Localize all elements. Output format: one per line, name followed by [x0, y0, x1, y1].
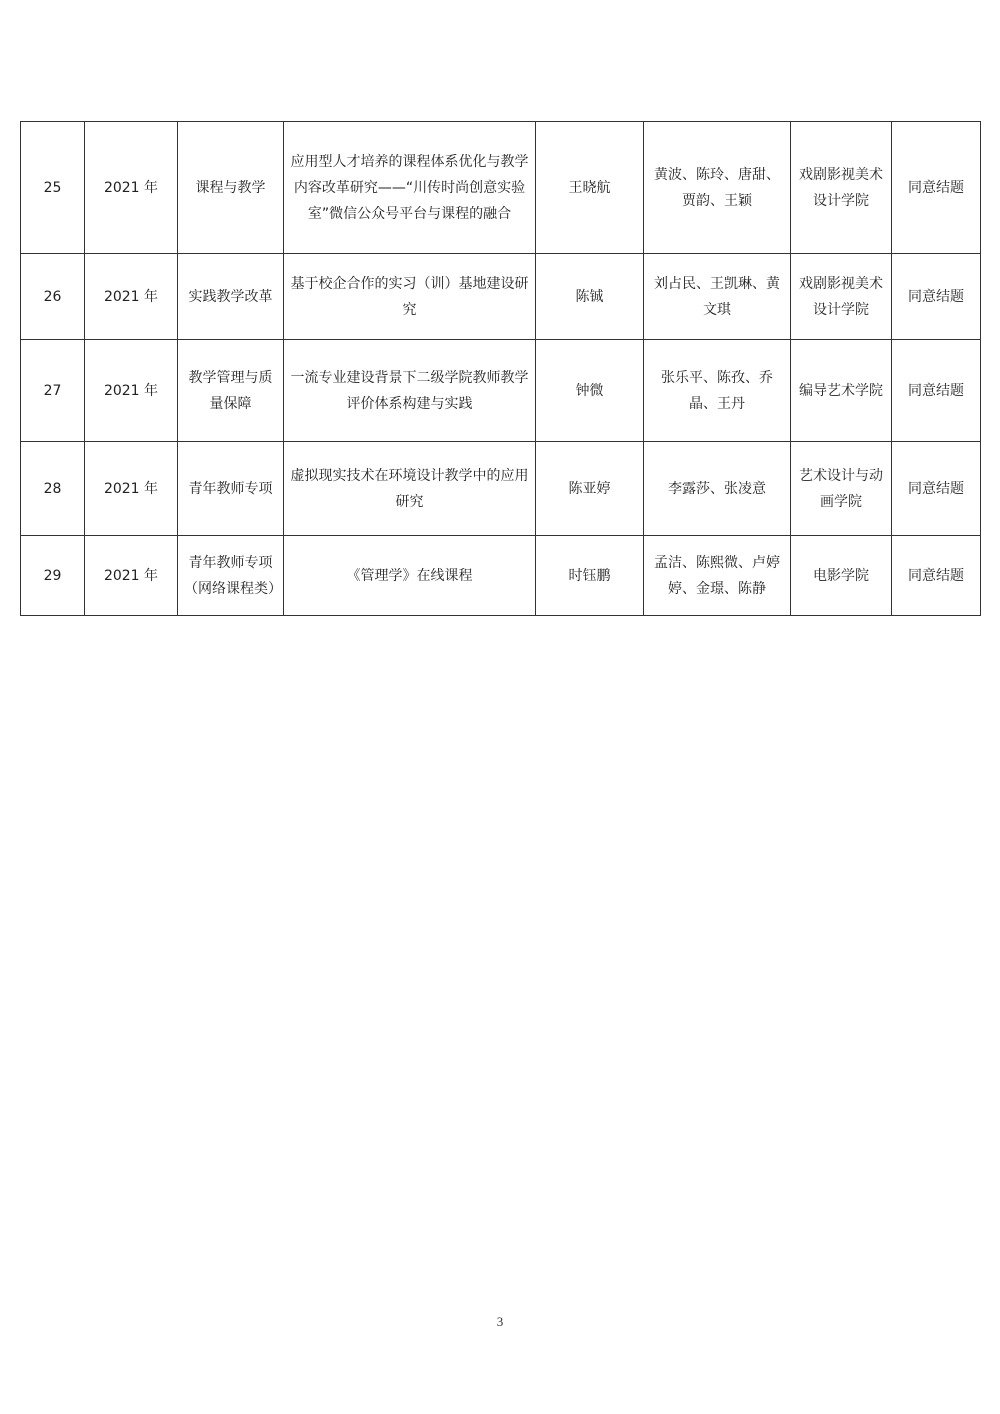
project-category: 青年教师专项（网络课程类） — [178, 536, 284, 616]
table-row — [21, 254, 981, 340]
project-title: 基于校企合作的实习（训）基地建设研究 — [284, 254, 536, 340]
project-category: 青年教师专项 — [178, 442, 284, 536]
project-college: 戏剧影视美术设计学院 — [791, 122, 892, 254]
project-members: 张乐平、陈孜、乔晶、王丹 — [644, 340, 791, 442]
row-number: 27 — [21, 340, 85, 442]
project-year: 2021 年 — [85, 254, 178, 340]
project-result: 同意结题 — [892, 122, 981, 254]
project-leader: 钟微 — [536, 340, 644, 442]
project-year: 2021 年 — [85, 122, 178, 254]
project-members: 孟洁、陈熙微、卢婷婷、金璟、陈静 — [644, 536, 791, 616]
project-title: 《管理学》在线课程 — [284, 536, 536, 616]
table-row — [21, 536, 981, 616]
row-number: 28 — [21, 442, 85, 536]
project-category: 课程与教学 — [178, 122, 284, 254]
project-table — [20, 121, 981, 616]
table-row — [21, 442, 981, 536]
project-year: 2021 年 — [85, 340, 178, 442]
project-college: 编导艺术学院 — [791, 340, 892, 442]
project-result: 同意结题 — [892, 254, 981, 340]
project-year: 2021 年 — [85, 536, 178, 616]
project-title: 虚拟现实技术在环境设计教学中的应用研究 — [284, 442, 536, 536]
project-category: 教学管理与质量保障 — [178, 340, 284, 442]
project-leader: 时钰鹏 — [536, 536, 644, 616]
project-title: 一流专业建设背景下二级学院教师教学评价体系构建与实践 — [284, 340, 536, 442]
project-result: 同意结题 — [892, 340, 981, 442]
project-title: 应用型人才培养的课程体系优化与教学内容改革研究——“川传时尚创意实验室”微信公众号平台与课程的融合 — [284, 122, 536, 254]
project-result: 同意结题 — [892, 536, 981, 616]
project-result: 同意结题 — [892, 442, 981, 536]
project-members: 黄波、陈玲、唐甜、贾韵、王颖 — [644, 122, 791, 254]
row-number: 26 — [21, 254, 85, 340]
row-number: 25 — [21, 122, 85, 254]
project-leader: 王晓航 — [536, 122, 644, 254]
table-row — [21, 340, 981, 442]
page-number: 3 — [496, 1314, 504, 1329]
project-category: 实践教学改革 — [178, 254, 284, 340]
project-college: 艺术设计与动画学院 — [791, 442, 892, 536]
project-college: 戏剧影视美术设计学院 — [791, 254, 892, 340]
project-college: 电影学院 — [791, 536, 892, 616]
project-leader: 陈铖 — [536, 254, 644, 340]
table-row — [21, 122, 981, 254]
project-members: 刘占民、王凯琳、黄文琪 — [644, 254, 791, 340]
project-members: 李露莎、张凌意 — [644, 442, 791, 536]
project-leader: 陈亚婷 — [536, 442, 644, 536]
row-number: 29 — [21, 536, 85, 616]
project-year: 2021 年 — [85, 442, 178, 536]
